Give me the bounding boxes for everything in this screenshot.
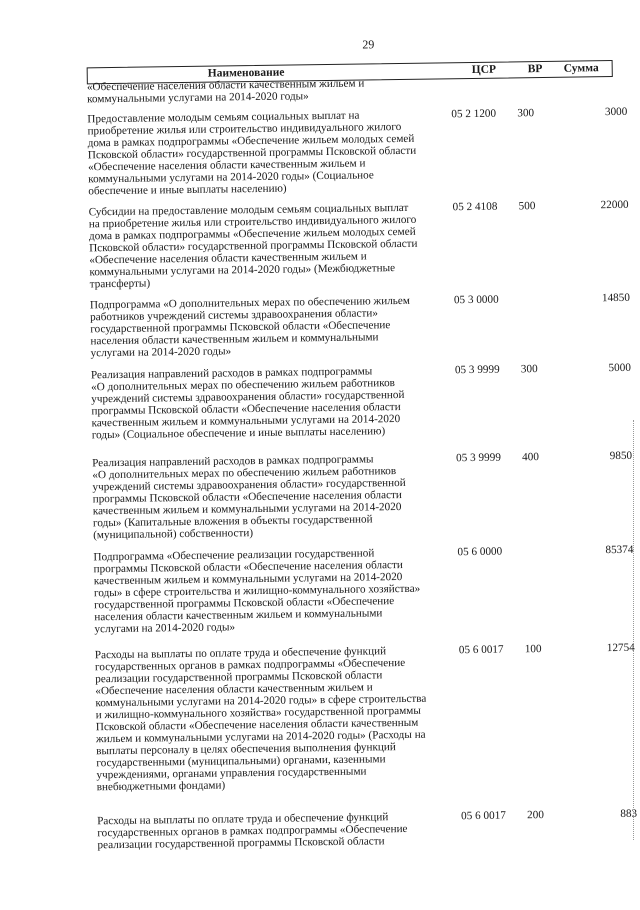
row-csr: 05 6 0017 (458, 643, 504, 657)
scan-edge-mark (632, 420, 634, 840)
row-vr: 500 (518, 200, 536, 213)
table-row (97, 807, 638, 852)
row-csr: 05 2 4108 (452, 200, 498, 214)
table-row (92, 449, 633, 542)
table-row (93, 543, 634, 636)
header-vr: ВР (527, 62, 543, 76)
row-csr: 05 3 0000 (453, 293, 499, 307)
row-vr: 200 (527, 809, 544, 822)
row-vr: 300 (520, 363, 538, 376)
row-vr: 400 (522, 451, 539, 464)
header-sum: Сумма (563, 62, 599, 75)
row-sum: 9850 (609, 449, 633, 463)
row-sum: 22000 (600, 198, 629, 212)
row-description: Подпрограмма «Обеспечение реализации государственной программы Псковской области «Обеспечение населения области качественным жильем и коммунальными услугами на 2014-2020 годы» в сфере строительства и жилищно-коммунального хозяйства» государственной программы Псковской области «Обеспечение населения области качественным жильем и коммунальными услугами на 2014-2020 годы» (93, 547, 421, 636)
row-description: Субсидии на предоставление молодым семьям социальных выплат на приобретение жилья или строительство индивидуального жилого дома в рамках подпрограммы «Обеспечение жильем молодых семей Псковской области» государственной программы Псковской области «Обеспечение населения области качественным жильем и коммунальными услугами на 2014-2020 годы» (Межбюджетные трансферты) (88, 201, 418, 291)
row-sum: 14850 (601, 291, 630, 305)
page-number: 29 (362, 37, 375, 52)
row-description: Расходы на выплаты по оплате труда и обеспечение функций государственных органов в рамках подпрограммы «Обеспечение реализации государственной программы Псковской области (97, 811, 408, 852)
row-vr: 300 (517, 107, 535, 120)
row-sum: 85374 (605, 543, 634, 557)
row-sum: 3000 (604, 105, 628, 119)
row-description: Подпрограмма «О дополнительных мерах по обеспечению жильем работников учреждений системы здравоохранения области» государственной программы Псковской области «Обеспечение населения области качественным жильем и коммунальными услугами на 2014-2020 годы» (89, 294, 410, 360)
table-row (90, 361, 631, 442)
header-name: Наименование (207, 66, 285, 80)
table-row (89, 291, 630, 360)
row-csr: 05 6 0017 (461, 809, 506, 823)
row-csr: 05 6 0000 (457, 545, 503, 559)
row-description: Предоставление молодым семьям социальных выплат на приобретение жилья или строительство индивидуального жилого дома в рамках подпрограммы «Обеспечение жильем молодых семей Псковской области» государственной программы Псковской области «Обеспечение населения области качественным жильем и коммунальными услугами на 2014-2020 годы» (Социальное обеспечение и иные выплаты населению) (87, 109, 417, 198)
row-csr: 05 3 9999 (456, 451, 501, 465)
row-sum: 5000 (608, 361, 631, 375)
row-description: «Обеспечение населения области качественным жильем и коммунальными услугами на 2014-2020 годы» (86, 77, 365, 106)
row-csr: 05 2 1200 (451, 107, 497, 121)
row-csr: 05 3 9999 (454, 363, 500, 377)
table-row (87, 105, 628, 198)
row-description: Реализация направлений расходов в рамках подпрограммы «О дополнительных мерах по обеспечению жильем работников учреждений системы здравоохранения области» государственной программы Псковской области «Обеспечение населения области качественным жильем и коммунальными услугами на 2014-2020 годы» (Капитальные вложения в объекты государственной (муниципальной) собственности) (92, 453, 406, 542)
table-row (88, 198, 629, 291)
table-row (94, 641, 635, 794)
row-description: Реализация направлений расходов в рамках подпрограммы «О дополнительных мерах по обеспечению жильем работников учреждений системы здравоохранения области» государственной программы Псковской области «Обеспечение населения области качественным жильем и коммунальными услугами на 2014-2020 годы» (Социальное обеспечение и иные выплаты населению) (90, 365, 405, 442)
row-sum: 883 (620, 807, 638, 820)
row-description: Расходы на выплаты по оплате труда и обеспечение функций государственных органов в рамках подпрограммы «Обеспечение реализации государственной программы Псковской области «Обеспечение населения области качественным жильем и коммунальными услугами на 2014-2020 годы» в сфере строительства и жилищно-коммунального хозяйства» государственной программы Псковской области «Обеспечение населения области качественным жильем и коммунальными услугами на 2014-2020 годы» (Расходы на выплаты персоналу в целях обеспечения выполнения функций государственными (муниципальными) органами, казенными учреждениями, органами управления государственными внебюджетными фондами) (94, 645, 427, 794)
header-csr: ЦСР (471, 63, 497, 76)
row-vr: 100 (524, 643, 542, 656)
row-sum: 12754 (606, 641, 635, 655)
